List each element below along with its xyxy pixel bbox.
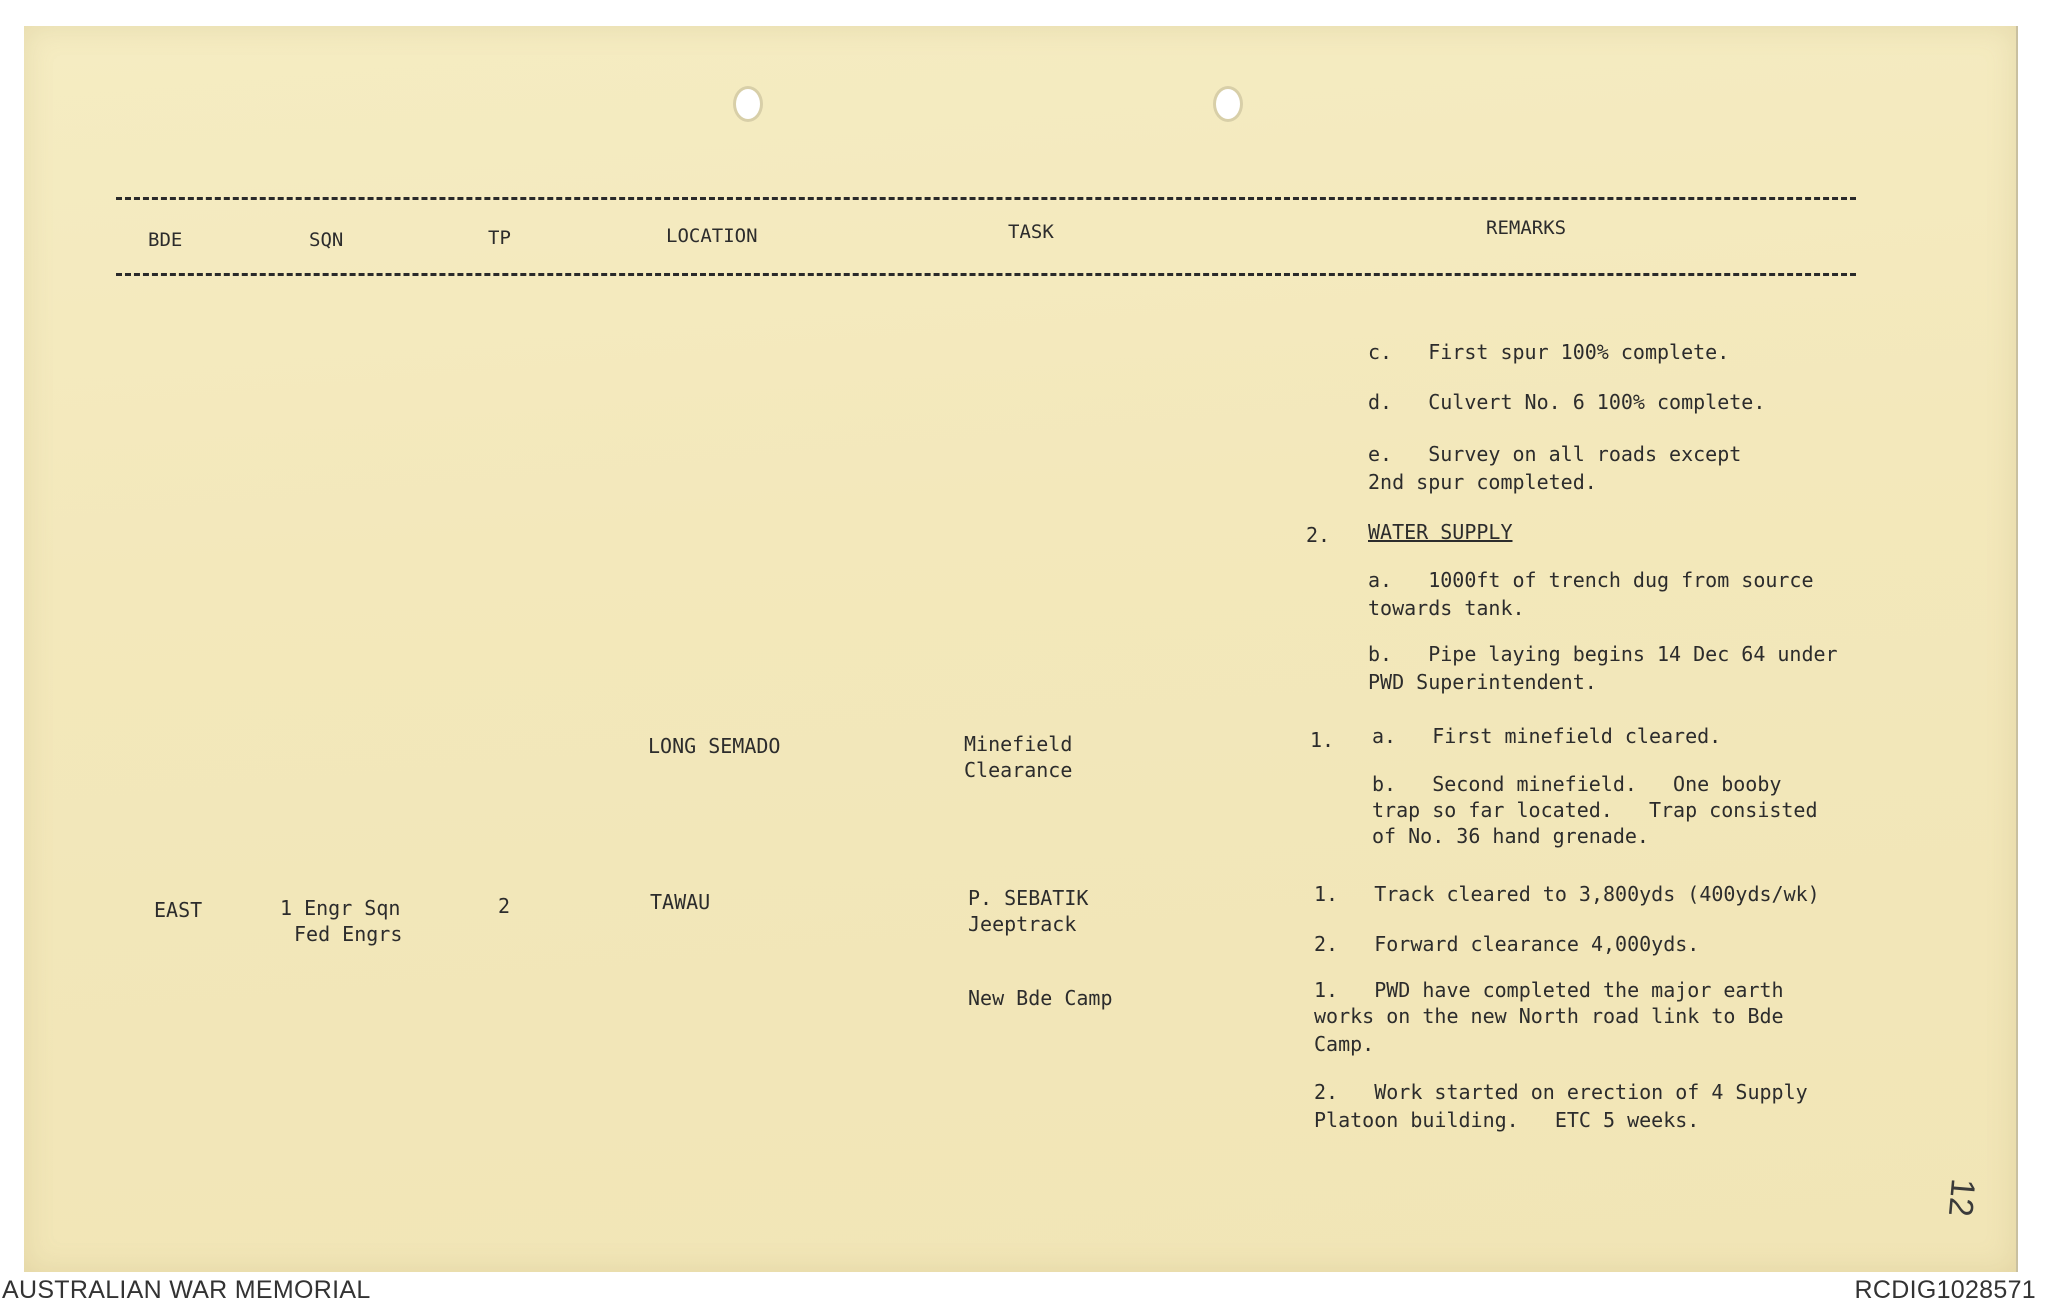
header-tp: TP xyxy=(488,227,511,249)
remark-e-line2: 2nd spur completed. xyxy=(1368,470,1597,494)
water-b-line2: PWD Superintendent. xyxy=(1368,670,1597,694)
sqn-line2: Fed Engrs xyxy=(294,922,403,946)
camp-remark-1-line2: works on the new North road link to Bde xyxy=(1314,1004,1784,1028)
minefield-b-line3: of No. 36 hand grenade. xyxy=(1372,824,1649,848)
water-supply-number: 2. xyxy=(1306,523,1331,547)
header-sqn: SQN xyxy=(309,229,344,251)
minefield-item-number: 1. xyxy=(1310,728,1335,752)
header-task: TASK xyxy=(1008,221,1054,243)
minefield-b-line1: b. Second minefield. One booby xyxy=(1372,772,1782,796)
camp-remark-2-line1: 2. Work started on erection of 4 Supply xyxy=(1314,1080,1808,1104)
punch-hole-right xyxy=(1213,86,1243,122)
task-minefield-line2: Clearance xyxy=(964,758,1073,782)
header-remarks: REMARKS xyxy=(1486,217,1567,239)
water-a-line2: towards tank. xyxy=(1368,596,1525,620)
remark-d: d. Culvert No. 6 100% complete. xyxy=(1368,390,1766,414)
minefield-b-line2: trap so far located. Trap consisted xyxy=(1372,798,1818,822)
water-supply-heading: WATER SUPPLY xyxy=(1368,520,1513,544)
water-b-line1: b. Pipe laying begins 14 Dec 64 under xyxy=(1368,642,1838,666)
water-a-line1: a. 1000ft of trench dug from source xyxy=(1368,568,1814,592)
camp-remark-2-line2: Platoon building. ETC 5 weeks. xyxy=(1314,1108,1700,1132)
header-rule-top xyxy=(116,197,1856,200)
footer-record-id: RCDIG1028571 xyxy=(1854,1276,2036,1304)
header-bde: BDE xyxy=(148,229,183,251)
sebatik-remark-1: 1. Track cleared to 3,800yds (400yds/wk) xyxy=(1314,882,1820,906)
task-sebatik-line1: P. SEBATIK xyxy=(968,886,1089,910)
sebatik-remark-2: 2. Forward clearance 4,000yds. xyxy=(1314,932,1700,956)
task-new-bde-camp: New Bde Camp xyxy=(968,986,1113,1010)
minefield-a: a. First minefield cleared. xyxy=(1372,724,1722,748)
footer-archive-name: AUSTRALIAN WAR MEMORIAL xyxy=(2,1276,371,1304)
camp-remark-1-line1: 1. PWD have completed the major earth xyxy=(1314,978,1784,1002)
remark-e-line1: e. Survey on all roads except xyxy=(1368,442,1742,466)
location-tawau: TAWAU xyxy=(650,890,711,914)
handwritten-page-number: 12 xyxy=(1940,1177,1982,1219)
header-location: LOCATION xyxy=(666,225,758,247)
sqn-line1: 1 Engr Sqn xyxy=(280,896,401,920)
task-minefield-line1: Minefield xyxy=(964,732,1073,756)
bde-east: EAST xyxy=(154,898,203,922)
camp-remark-1-line3: Camp. xyxy=(1314,1032,1375,1056)
task-sebatik-line2: Jeeptrack xyxy=(968,912,1077,936)
remark-c: c. First spur 100% complete. xyxy=(1368,340,1730,364)
punch-hole-left xyxy=(733,86,763,122)
location-long-semado: LONG SEMADO xyxy=(648,734,781,758)
header-rule-bottom xyxy=(116,273,1856,276)
tp-value: 2 xyxy=(498,894,511,918)
document-sheet xyxy=(24,26,2018,1272)
